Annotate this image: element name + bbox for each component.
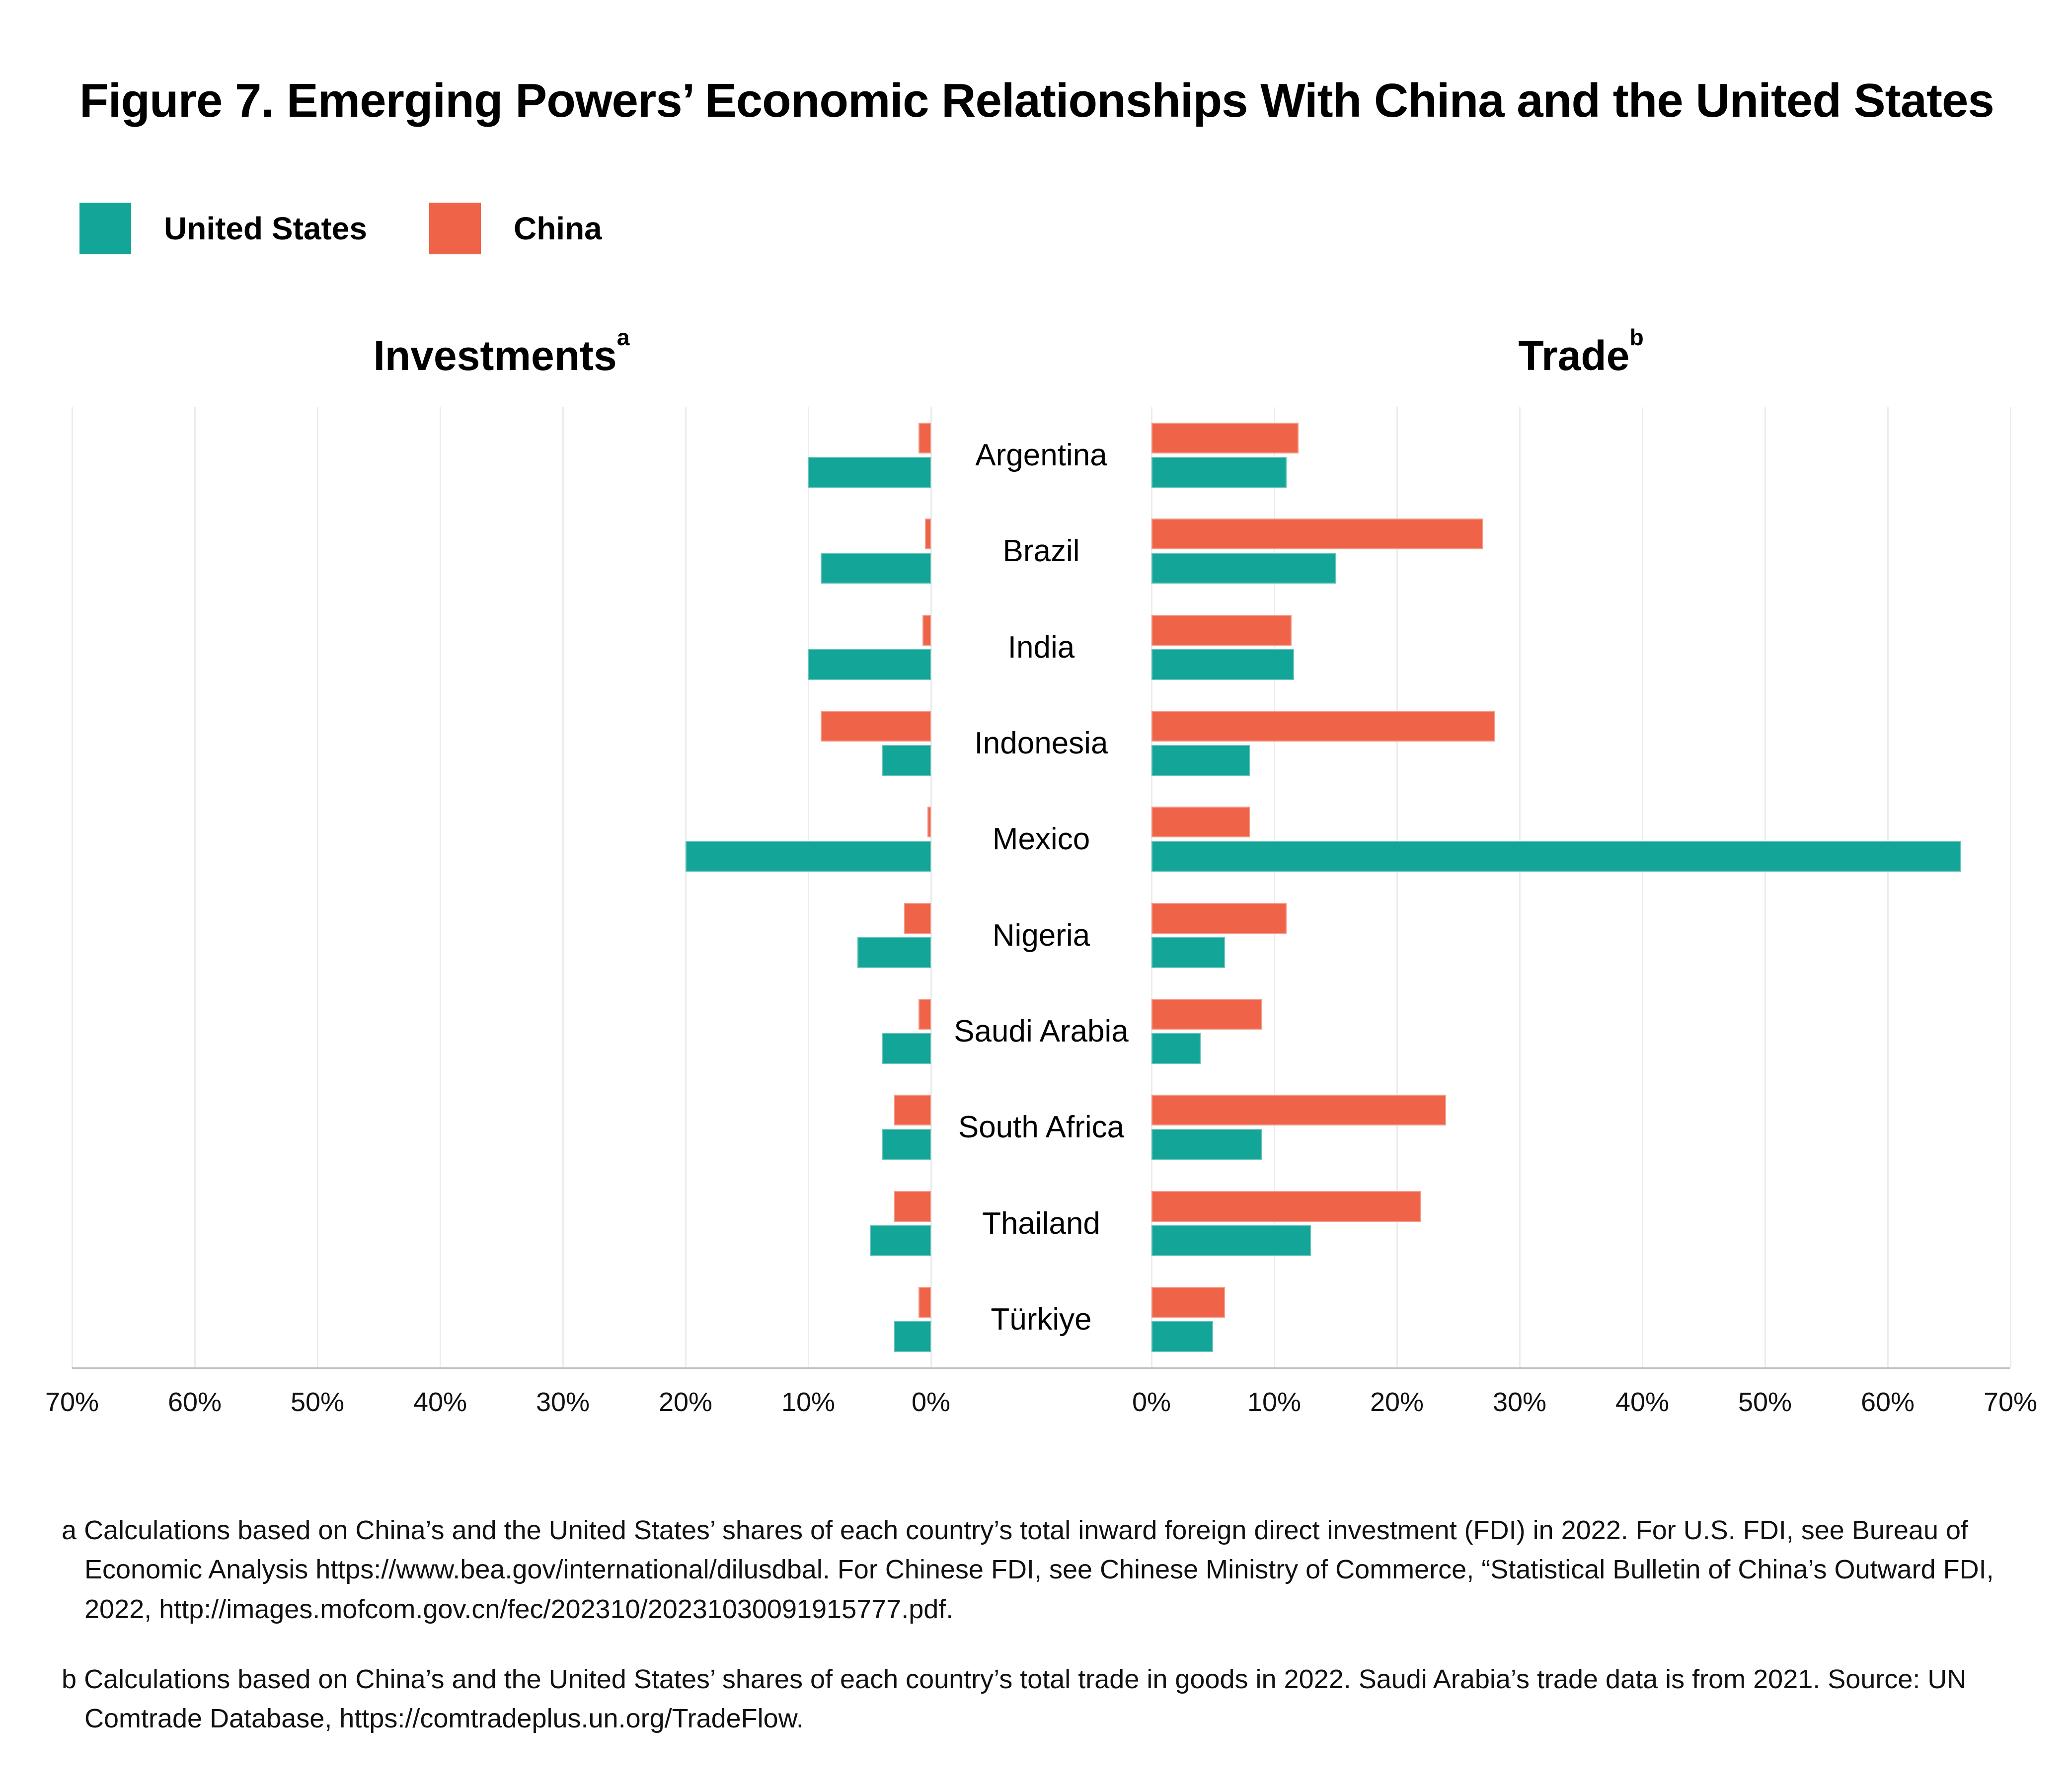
country-label-brazil: Brazil (1002, 534, 1080, 569)
axis-tick-label-20%: 20% (1370, 1387, 1424, 1417)
bar-row-investments-brazil (72, 503, 931, 599)
axis-tick-label-50%: 50% (1738, 1387, 1792, 1417)
axis-tick-label-40%: 40% (413, 1387, 467, 1417)
x-axis-ticks-trade (1132, 1387, 2038, 1431)
axis-tick-label-50%: 50% (290, 1387, 345, 1417)
bar-trade-us-mexico (1151, 841, 1961, 872)
bar-trade-china-thailand (1151, 1191, 1421, 1222)
bar-investments-us-nigeria (857, 937, 931, 968)
country-label-indonesia: Indonesia (974, 726, 1108, 761)
x-axis-line (72, 1367, 2010, 1369)
bar-trade-china-mexico (1151, 807, 1250, 837)
bar-row-trade-south-africa (1151, 1079, 2010, 1175)
country-label-saudi-arabia: Saudi Arabia (954, 1014, 1129, 1048)
bar-investments-us-saudi-arabia (882, 1033, 931, 1064)
bar-investments-us-brazil (821, 553, 931, 584)
figure-title: Figure 7. Emerging Powers’ Economic Relationships With China and the United States (79, 74, 1994, 127)
bar-trade-china-india (1151, 615, 1292, 646)
bar-investments-us-argentina (808, 457, 931, 488)
bar-trade-us-indonesia (1151, 745, 1250, 776)
legend-label-china: China (513, 211, 602, 246)
legend-item-china (429, 203, 602, 254)
bar-trade-us-india (1151, 649, 1294, 680)
footnote-b (62, 1660, 2007, 1739)
legend-swatch-united-states (79, 203, 131, 254)
bar-trade-china-saudi-arabia (1151, 999, 1262, 1030)
bar-row-investments-india (72, 599, 931, 695)
country-label-mexico: Mexico (992, 822, 1090, 857)
panel-title-trade-text: Trade (1518, 332, 1630, 379)
bar-trade-china-t-rkiye (1151, 1287, 1225, 1318)
bar-trade-us-saudi-arabia (1151, 1033, 1201, 1064)
axis-tick-label-20%: 20% (658, 1387, 713, 1417)
bar-trade-china-nigeria (1151, 903, 1287, 934)
bar-row-trade-mexico (1151, 791, 2010, 887)
legend (79, 203, 602, 254)
footnote-b-marker: b (62, 1664, 77, 1694)
bar-investments-china-thailand (894, 1191, 931, 1222)
x-axis-ticks-investments (45, 1387, 951, 1431)
country-label-nigeria: Nigeria (992, 918, 1090, 953)
country-label-india: India (1007, 630, 1075, 665)
axis-tick-label-30%: 30% (536, 1387, 590, 1417)
bar-row-investments-mexico (72, 791, 931, 887)
bar-row-investments-indonesia (72, 695, 931, 791)
legend-swatch-china (429, 203, 481, 254)
bar-trade-us-brazil (1151, 553, 1336, 584)
country-label-thailand: Thailand (982, 1206, 1100, 1241)
bar-row-investments-saudi-arabia (72, 983, 931, 1079)
footnote-b-text: Calculations based on China’s and the United States’ shares of each country’s total trade in goods in 2022. Saudi Arabia’s trade data is from 2021. Source: UN Comtrade Database, https://comtradeplus.un.org/TradeFlow. (84, 1664, 1967, 1734)
bar-row-investments-south-africa (72, 1079, 931, 1175)
axis-tick-label-70%: 70% (45, 1387, 99, 1417)
bar-row-trade-thailand (1151, 1175, 2010, 1271)
axis-tick-label-30%: 30% (1492, 1387, 1547, 1417)
bar-investments-us-india (808, 649, 931, 680)
axis-tick-label-10%: 10% (1247, 1387, 1302, 1417)
bar-trade-china-argentina (1151, 423, 1299, 453)
footnote-a (62, 1511, 2007, 1629)
bar-row-investments-thailand (72, 1175, 931, 1271)
bar-row-trade-brazil (1151, 503, 2010, 599)
footnote-a-marker: a (62, 1515, 77, 1545)
bar-row-trade-t-rkiye (1151, 1271, 2010, 1367)
plot-investments (72, 407, 931, 1367)
panel-title-investments (72, 324, 931, 380)
bar-row-investments-t-rkiye (72, 1271, 931, 1367)
country-label-argentina: Argentina (975, 438, 1107, 473)
bar-investments-china-south-africa (894, 1095, 931, 1125)
bar-trade-us-south-africa (1151, 1129, 1262, 1160)
axis-tick-label-60%: 60% (167, 1387, 222, 1417)
legend-label-united-states: United States (164, 211, 367, 246)
bar-investments-us-thailand (870, 1225, 931, 1256)
footnote-a-text: Calculations based on China’s and the United States’ shares of each country’s total inward foreign direct investment (FDI) in 2022. For U.S. FDI, see Bureau of Economic Analysis https://www.bea.gov/international/dilusdbal. For Chinese FDI, see Chinese Ministry of Commerce, “Statistical Bulletin of China’s Outward FDI, 2022, http://images.mofcom.gov.cn/fec/202310/20231030091915777.pdf. (84, 1515, 1994, 1624)
bar-row-trade-argentina (1151, 407, 2010, 503)
bar-investments-us-mexico (686, 841, 931, 872)
bar-row-trade-india (1151, 599, 2010, 695)
panel-title-trade (1151, 324, 2010, 380)
axis-tick-label-40%: 40% (1615, 1387, 1670, 1417)
footnote-marker-a-superscript: a (616, 324, 630, 351)
bar-row-investments-nigeria (72, 887, 931, 983)
bar-investments-us-south-africa (882, 1129, 931, 1160)
country-labels (931, 407, 1151, 1367)
bar-trade-us-thailand (1151, 1225, 1311, 1256)
bar-trade-china-indonesia (1151, 711, 1495, 742)
country-label-t-rkiye: Türkiye (991, 1302, 1092, 1337)
panel-title-investments-text: Investments (373, 332, 617, 379)
bar-investments-china-saudi-arabia (919, 999, 931, 1030)
bar-investments-china-t-rkiye (919, 1287, 931, 1318)
axis-tick-label-0%: 0% (1132, 1387, 1171, 1417)
bar-trade-china-brazil (1151, 519, 1483, 549)
bar-trade-us-t-rkiye (1151, 1321, 1213, 1352)
axis-tick-label-70%: 70% (1983, 1387, 2038, 1417)
bar-investments-china-brazil (925, 519, 931, 549)
bar-investments-china-indonesia (821, 711, 931, 742)
bar-investments-china-nigeria (904, 903, 931, 934)
bar-investments-us-t-rkiye (894, 1321, 931, 1352)
plot-trade (1151, 407, 2010, 1367)
bar-trade-us-nigeria (1151, 937, 1225, 968)
bar-investments-us-indonesia (882, 745, 931, 776)
axis-tick-label-60%: 60% (1860, 1387, 1915, 1417)
bar-trade-china-south-africa (1151, 1095, 1446, 1125)
country-label-south-africa: South Africa (958, 1110, 1125, 1145)
bar-investments-china-argentina (919, 423, 931, 453)
legend-item-united-states (79, 203, 367, 254)
axis-tick-label-0%: 0% (911, 1387, 951, 1417)
bar-row-trade-nigeria (1151, 887, 2010, 983)
bar-row-investments-argentina (72, 407, 931, 503)
bar-investments-china-mexico (927, 807, 931, 837)
footnote-marker-b-superscript: b (1629, 324, 1644, 351)
bar-trade-us-argentina (1151, 457, 1287, 488)
bar-row-trade-saudi-arabia (1151, 983, 2010, 1079)
bar-row-trade-indonesia (1151, 695, 2010, 791)
bar-investments-china-india (922, 615, 931, 646)
axis-tick-label-10%: 10% (781, 1387, 836, 1417)
